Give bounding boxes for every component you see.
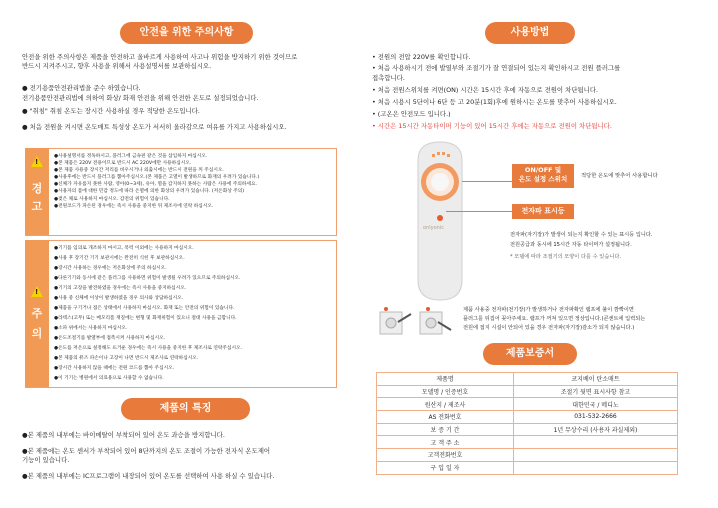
caution-label-bottom: 의 bbox=[31, 327, 43, 340]
features-item: ●본 제품의 내부에는 바이메탈이 부착되어 있어 온도 과승을 방지합니다. bbox=[22, 431, 225, 439]
warning-list bbox=[54, 153, 259, 210]
warning-item: ●사용후에는 반드시 플러그를 뽑아주십시오.(본 제품은 고열이 발생하므로 화재의 우려가 있습니다.) bbox=[54, 175, 260, 181]
safety-bullet-1: ● 전기용품안전관리법을 준수 하였습니다. bbox=[22, 84, 141, 92]
warranty-title: 제품보증서 bbox=[483, 343, 577, 365]
warranty-value: 코지베이 탄소매트 bbox=[514, 373, 678, 386]
warning-triangle-icon: ! bbox=[31, 156, 43, 167]
warranty-value bbox=[514, 436, 678, 449]
caution-item: ●다른기기와 동시에 같은 플러그를 사용하면 위험이 발생될 우려가 있으므로 주의하십시오. bbox=[54, 276, 241, 281]
table-row bbox=[377, 398, 678, 411]
warning-item: ●본 제품은 220V 전용이므로 반드시 AC 220V에만 사용하십시오. bbox=[54, 161, 192, 167]
warranty-value bbox=[514, 449, 678, 462]
controller-note: * 모델에 따라 조절기의 모양이 다를 수 있습니다. bbox=[510, 254, 621, 260]
warning-item: ●젖은 채로 사용하지 마십시오. 감전의 위험이 있습니다. bbox=[54, 196, 170, 202]
caution-item: ●사용 중 신체에 이상이 발생하였을 경우 의사와 상담하십시오. bbox=[54, 296, 184, 301]
caution-item: ●장시간 사용하지 않을 때에는 전원 코드를 뽑아 주십시오. bbox=[54, 366, 175, 371]
usage-title: 사용방법 bbox=[485, 22, 575, 44]
warning-item: ●신체가 자유롭지 못한 사람, 영아(0~3세), 유아, 열을 감지하지 못하는 사람은 사용에 주의하세요. bbox=[54, 182, 258, 188]
safety-intro-1: 안전을 위한 주의사항은 제품을 안전하고 올바르게 사용하여 사고나 위험을 방지하기 위한 것이므로 bbox=[22, 53, 298, 61]
plug-note-2: 플러그를 뒤집어 꽂아주세요. 램프가 꺼져 있으면 정상입니다.(콘센트에 입력되는 bbox=[463, 316, 646, 322]
warning-label-top: 경 bbox=[31, 182, 43, 195]
table-row bbox=[377, 461, 678, 474]
plug-note-1: 제품 사용중 전자파(전기장)가 발생하거나 전자파확인 램프에 불이 깜빡이면 bbox=[463, 307, 634, 313]
onoff-desc: 적당한 온도에 맞추어 사용합니다 bbox=[581, 173, 658, 179]
warranty-key: 구 입 일 자 bbox=[377, 461, 514, 474]
warranty-value: 조절기 뒷면 표시사항 참고 bbox=[514, 385, 678, 398]
caution-item: ●온도조절기를 발열부에 접촉시켜 사용하지 마십시오. bbox=[54, 336, 166, 341]
table-row bbox=[377, 385, 678, 398]
caution-triangle-icon: ! bbox=[31, 286, 43, 297]
table-row bbox=[377, 423, 678, 436]
caution-label-top: 주 bbox=[31, 307, 43, 320]
safety-bullet-3: ● "취침" 취침 온도는 장시간 사용하실 경우 적당한 온도입니다. bbox=[22, 107, 200, 115]
table-row bbox=[377, 449, 678, 462]
caution-item: ●이 기기는 병원에서 의료용으로 사용할 수 없습니다. bbox=[54, 376, 164, 381]
safety-bullet-2: 전기용품안전관리법에 의하여 화상/ 화재 안전을 위해 안전한 온도로 설정되었습니다. bbox=[22, 94, 259, 102]
usage-item: • 전원의 전압 220V를 확인합니다. bbox=[372, 53, 471, 61]
display-desc-2: 전원공급과 동시에 15시간 자동 타이머가 설정됩니다. bbox=[510, 242, 632, 248]
usage-item: • 처음 전원스위치를 켜면(ON) 시간은 15시간 후에 자동으로 전원이 차단됩니다. bbox=[372, 86, 599, 94]
display-desc-1: 전자파(자기장)가 발생이 되는지 확인할 수 있는 표시등 입니다. bbox=[510, 232, 653, 238]
safety-title: 안전을 위한 주의사항 bbox=[120, 22, 253, 44]
controller-brand: onlyonic bbox=[423, 225, 444, 231]
usage-item: • 처음 시용시 5단이나 6단 등 고 20분(1회)후에 원하시는 온도를 맞추어 사용하십시오. bbox=[372, 98, 617, 106]
warning-item: ●본 제품 사용중 장시간 저리를 비우시거나 외출시에는 반드시 전원을 꺼 주십시오. bbox=[54, 168, 224, 174]
features-item: 기능이 있습니다. bbox=[22, 456, 70, 464]
warranty-table bbox=[376, 372, 678, 475]
features-title: 제품의 특징 bbox=[121, 398, 250, 420]
warranty-key: 제품명 bbox=[377, 373, 514, 386]
caution-item: ●온도를 저온으로 설정해도 뜨거운 경우에는 즉시 사용을 중지한 후 제조사로 연락주십시오. bbox=[54, 346, 243, 351]
display-label: 전자파 표시등 bbox=[512, 204, 574, 219]
warranty-value: 대한민국 / 메디노 bbox=[514, 398, 678, 411]
table-row bbox=[377, 373, 678, 386]
warranty-key: 고 객 주 소 bbox=[377, 436, 514, 449]
usage-item: • 처음 사용하시기 전에 발열부와 조절기가 잘 연결되어 있는지 확인하시고 전원 플러그를 bbox=[372, 64, 621, 72]
warranty-value: 031-532-2666 bbox=[514, 411, 678, 424]
warning-item: ●사용자의 몸에 대한 민감 정도에 따라 온열에 의한 화상의 우려가 있습니다. (저온화상 주의) bbox=[54, 189, 245, 195]
caution-item: ●라텍스(고무) 또는 메모리폼 재질에는 변형 및 화재위험이 있으니 절대 사용을 금합니다. bbox=[54, 316, 237, 321]
warranty-key: 원산지 / 제조사 bbox=[377, 398, 514, 411]
features-item: ●본 제품의 내부에는 IC프로그램이 내장되어 있어 온도를 선택하여 사용 하실 수 있습니다. bbox=[22, 472, 275, 480]
plug-illustration-1 bbox=[378, 304, 414, 340]
caution-item: ●본 제품의 퓨즈 파손이나 고장이 나면 반드시 제조사로 연락하십시오. bbox=[54, 356, 199, 361]
onoff-callout-line bbox=[462, 181, 514, 182]
plug-illustration-2 bbox=[418, 304, 454, 340]
warning-label-bottom: 고 bbox=[31, 200, 43, 213]
usage-timer-warning: • 시간은 15시간 자동타이머 기능이 있어 15시간 후에는 자동으로 전원이 차단됩니다. bbox=[372, 122, 612, 130]
caution-item: ●기기의 고장을 발견하였을 경우에는 즉시 사용을 중지하십시오. bbox=[54, 286, 187, 291]
caution-item: ●소파 위에서는 사용하지 마십시오. bbox=[54, 326, 128, 331]
warranty-key: AS 전화번호 bbox=[377, 411, 514, 424]
caution-item: ●장시간 사용하는 경우에는 저온화상에 주의 하십시오. bbox=[54, 266, 167, 271]
controller-illustration bbox=[410, 140, 470, 302]
caution-item: ●제품을 구기거나 접은 상태에서 사용하지 마십시오. 화재 또는 안전의 위험이 있습니다. bbox=[54, 306, 235, 311]
warranty-key: 모델명 / 인증번호 bbox=[377, 385, 514, 398]
onoff-label: ON/OFF 및 온도 설정 스위치 bbox=[512, 164, 574, 188]
safety-intro-2: 반드시 지켜주시고, 향후 사용을 위해서 사용설명서를 보관하십시오. bbox=[22, 62, 212, 70]
caution-item: ●사용 후 장기간 기기 보관시에는 완전히 식힌 후 보관하십시오. bbox=[54, 256, 185, 261]
warranty-value bbox=[514, 461, 678, 474]
table-row bbox=[377, 436, 678, 449]
features-item: ●본 제품에는 온도 센서가 부착되어 있어 8단까지의 온도 조절이 가능한 전자식 온도제어 bbox=[22, 447, 271, 455]
safety-bullet-4: ● 처음 전원을 켜시면 온도매트 특성상 온도가 서서히 올라감으로 여유를 가지고 사용하십시오. bbox=[22, 123, 287, 131]
plug-note-3: 전원에 접지 시설이 안되어 있을 경우 전자파(자기장)감소가 되지 않습니다.) bbox=[463, 325, 635, 331]
table-row bbox=[377, 411, 678, 424]
caution-list bbox=[54, 244, 242, 384]
warning-item: ●사용설명서를 정독하시고, 플러그에 금속핀 같은 것을 삽입하지 마십시오. bbox=[54, 154, 208, 159]
caution-item: ●기기를 임의로 개조하지 마시고, 폭력 이외에는 사용하지 마십시오. bbox=[54, 246, 194, 251]
warning-item: ●전원코드가 파손된 경우에는 즉시 사용을 중지한 뒤 제조사에 연락 하십시오. bbox=[54, 203, 214, 209]
display-callout-line bbox=[446, 211, 514, 212]
usage-item: • (고온은 안전모드 입니다.) bbox=[372, 110, 451, 118]
warranty-key: 보 증 기 간 bbox=[377, 423, 514, 436]
usage-item: 접촉합니다. bbox=[372, 74, 405, 82]
warranty-value: 1년 무상수리 (사용자 과실제외) bbox=[514, 423, 678, 436]
warranty-key: 고객전화번호 bbox=[377, 449, 514, 462]
